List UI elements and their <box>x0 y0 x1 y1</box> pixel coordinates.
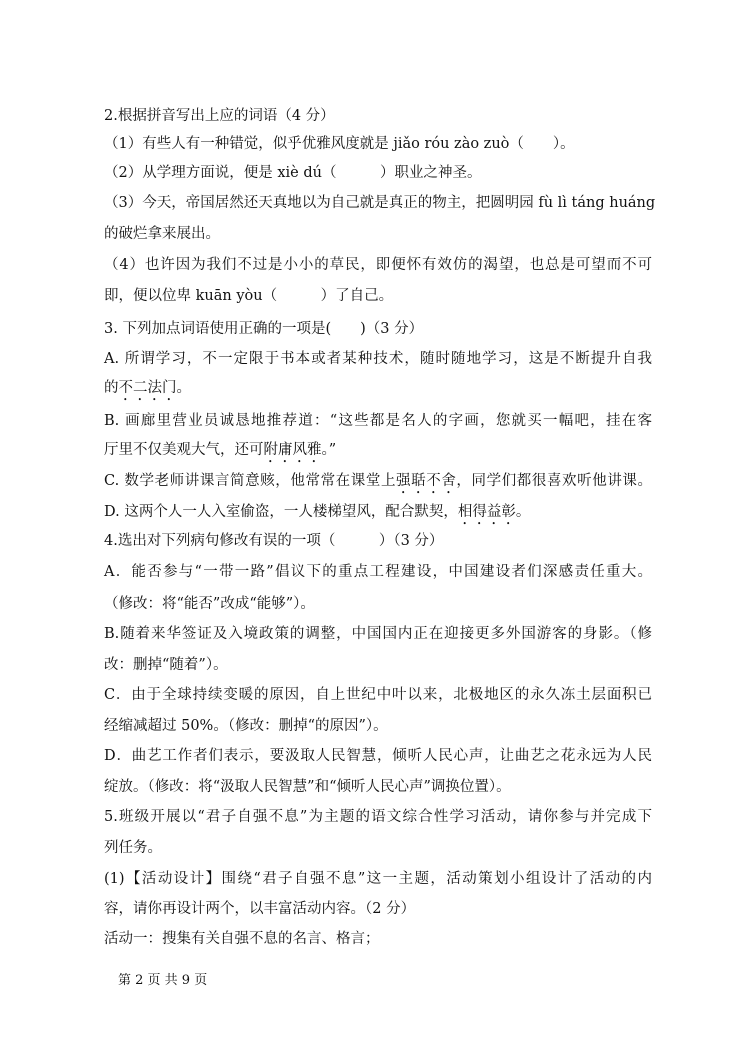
text: 。 <box>176 380 191 396</box>
q4-option-c-line-1: C．由于全球持续变暖的原因，自上世纪中叶以来，北极地区的永久冻土层面积已 <box>104 687 652 703</box>
text: 厅里不仅美观大气，还可 <box>104 442 264 458</box>
q3-option-d <box>104 502 652 528</box>
q5-sub1-line-2: 容，请你再设计两个，以丰富活动内容。（2 分） <box>104 901 416 917</box>
q4-title: 4.选出对下列病句修改有误的一项（ ）（3 分） <box>104 533 444 549</box>
q4-option-a-line-2: （修改：将“能否”改成“能够”）。 <box>104 596 315 612</box>
text: 的 <box>104 380 119 396</box>
q4-option-b-line-2: 改：删掉“随着”）。 <box>104 657 228 673</box>
q4-option-b-line-1: B.随着来华签证及入境政策的调整，中国国内正在迎接更多外国游客的身影。（修 <box>104 626 652 642</box>
q2-item-1: （1）有些人有一种错觉，似乎优雅风度就是 jiǎo róu zào zuò（ ）。 <box>104 136 575 152</box>
q5-activity-1: 活动一：搜集有关自强不息的名言、格言； <box>104 931 380 947</box>
q4-option-c-line-2: 经缩减超过 50%。（修改：删掉“的原因”）。 <box>104 718 388 734</box>
q4-option-a-line-1: A．能否参与“一带一路”倡议下的重点工程建设，中国建设者们深感责任重大。 <box>104 564 652 580</box>
dotted-phrase: 附庸风雅 <box>263 442 322 458</box>
q3-option-b-line-2 <box>104 440 652 466</box>
q2-item-3-line-1: （3）今天，帝国居然还天真地以为自己就是真正的物主，把圆明园 fù lì táng huáng <box>104 195 656 211</box>
text: 。” <box>321 442 337 458</box>
q4-option-d-line-2: 绽放。（修改：将“汲取人民智慧”和“倾听人民心声”调换位置）。 <box>104 779 511 795</box>
q4-option-d-line-1: D．曲艺工作者们表示，要汲取人民智慧，倾听人民心声，让曲艺之花永远为人民 <box>104 748 652 764</box>
q2-item-4-line-1: （4）也许因为我们不过是小小的草民，即便怀有效仿的渴望，也总是可望而不可 <box>104 257 652 273</box>
q5-title-line-2: 列任务。 <box>104 840 162 856</box>
q3-option-b-line-1: B. 画廊里营业员诚恳地推荐道：“这些都是名人的字画，您就买一幅吧，挂在客 <box>104 413 652 429</box>
dotted-phrase: 不二法门 <box>118 380 177 396</box>
text: C. 数学老师讲课言简意赅，他常常在课堂上 <box>104 473 397 489</box>
dotted-phrase: 相得益彰 <box>457 504 516 520</box>
text: D. 这两个人一人入室偷盗，一人楼梯望风，配合默契， <box>104 504 458 520</box>
q3-title: 3. 下列加点词语使用正确的一项是( )（3 分） <box>104 321 424 337</box>
text: ，同学们都很喜欢听他讲课。 <box>456 473 653 489</box>
q2-title: 2.根据拼音写出上应的词语（4 分） <box>104 108 335 124</box>
q2-item-3-line-2: 的破烂拿来展出。 <box>104 226 220 242</box>
q3-option-a-line-1: A. 所谓学习，不一定限于书本或者某种技术，随时随地学习，这是不断提升自我 <box>104 351 652 367</box>
q5-sub1-line-1: (1)【活动设计】围绕“君子自强不息”这一主题，活动策划小组设计了活动的内 <box>104 871 652 887</box>
q3-option-c <box>104 471 652 497</box>
text: 。 <box>515 504 531 520</box>
q2-item-4-line-2: 即，便以位卑 kuān yòu（ ）了自己。 <box>104 288 394 304</box>
page-footer: 第 2 页 共 9 页 <box>118 973 208 988</box>
q2-item-2: （2）从学理方面说，便是 xiè dú（ ）职业之神圣。 <box>104 165 482 181</box>
q5-title-line-1: 5.班级开展以“君子自强不息”为主题的语文综合性学习活动，请你参与并完成下 <box>104 809 652 825</box>
q3-option-a-line-2 <box>104 378 652 404</box>
dotted-phrase: 强聒不舍 <box>396 473 457 489</box>
